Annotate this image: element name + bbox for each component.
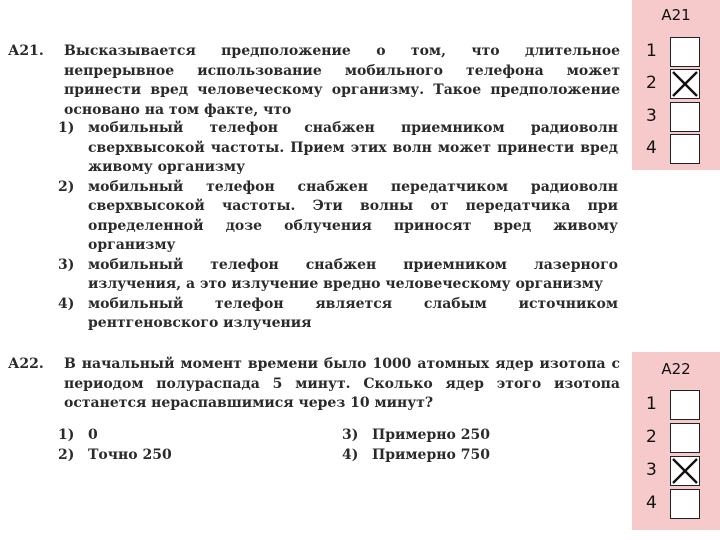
option-number: 4) (342, 447, 359, 463)
option-1 (58, 119, 618, 178)
option-3 (58, 256, 618, 295)
answer-row-4[interactable] (632, 134, 720, 164)
option-4 (58, 295, 618, 334)
option-text: 0 (88, 427, 98, 443)
option-3 (342, 426, 490, 446)
option-2 (58, 178, 618, 256)
options-a22 (58, 426, 618, 468)
answer-row-3[interactable] (632, 102, 720, 132)
answer-label: 4 (646, 138, 657, 158)
answer-row-1[interactable] (632, 390, 720, 420)
answer-label: 1 (646, 394, 657, 414)
answer-label: 3 (646, 460, 657, 480)
answer-checkbox[interactable] (670, 423, 700, 453)
answer-label: 2 (646, 427, 657, 447)
question-text: Высказывается предположение о том, что длительное непрерывное использование мобильного телефона может принести вред человеческому организму. Такое предположение основано на том факте, что (64, 43, 620, 118)
option-number: 2) (58, 447, 75, 463)
answer-panel-a21 (632, 0, 720, 170)
option-2 (58, 446, 172, 466)
answer-checkbox[interactable] (670, 102, 700, 132)
option-number: 1) (58, 427, 75, 443)
question-a22 (8, 355, 620, 414)
answer-panel-a22 (632, 352, 720, 530)
option-text: Точно 250 (88, 447, 172, 463)
options-a21 (58, 119, 618, 334)
question-number: А22. (8, 356, 44, 372)
answer-label: 3 (646, 106, 657, 126)
cross-mark-icon (671, 70, 699, 98)
panel-title: А22 (661, 360, 691, 378)
question-text: В начальный момент времени было 1000 атомных ядер изотопа с периодом полураспада 5 минут. Сколько ядер этого изотопа останется нераспавшимися через 10 минут? (64, 356, 620, 411)
answer-checkbox[interactable] (670, 69, 700, 99)
option-text: мобильный телефон является слабым источником рентгеновского излучения (88, 295, 618, 331)
question-number: А21. (8, 43, 44, 59)
option-number: 4) (58, 295, 75, 312)
answer-label: 2 (646, 73, 657, 93)
answer-row-1[interactable] (632, 37, 720, 67)
option-text: мобильный телефон снабжен приемником радиоволн сверхвысокой частоты. Прием этих волн может принести вред живому организму (88, 120, 618, 175)
option-text: Примерно 250 (372, 427, 490, 443)
answer-checkbox[interactable] (670, 489, 700, 519)
answer-checkbox[interactable] (670, 134, 700, 164)
option-number: 1) (58, 120, 75, 136)
answer-row-3[interactable] (632, 456, 720, 486)
option-number: 3) (342, 427, 359, 443)
option-number: 3) (58, 256, 75, 273)
option-text: мобильный телефон снабжен передатчиком радиоволн сверхвысокой частоты. Эти волны от передатчика при определенной дозе облучения приносят вред живому организму (88, 178, 618, 253)
panel-title: А21 (661, 6, 691, 24)
answer-label: 1 (646, 41, 657, 61)
cross-mark-icon (671, 457, 699, 485)
answer-checkbox[interactable] (670, 390, 700, 420)
answer-row-2[interactable] (632, 69, 720, 99)
answer-checkbox[interactable] (670, 456, 700, 486)
answer-row-2[interactable] (632, 423, 720, 453)
option-1 (58, 426, 98, 446)
question-a21 (8, 42, 620, 120)
option-4 (342, 446, 490, 466)
option-text: мобильный телефон снабжен приемником лазерного излучения, а это излучение вредно человеческому организму (88, 256, 618, 292)
answer-row-4[interactable] (632, 489, 720, 519)
answer-checkbox[interactable] (670, 37, 700, 67)
option-number: 2) (58, 178, 75, 195)
answer-label: 4 (646, 493, 657, 513)
option-text: Примерно 750 (372, 447, 490, 463)
